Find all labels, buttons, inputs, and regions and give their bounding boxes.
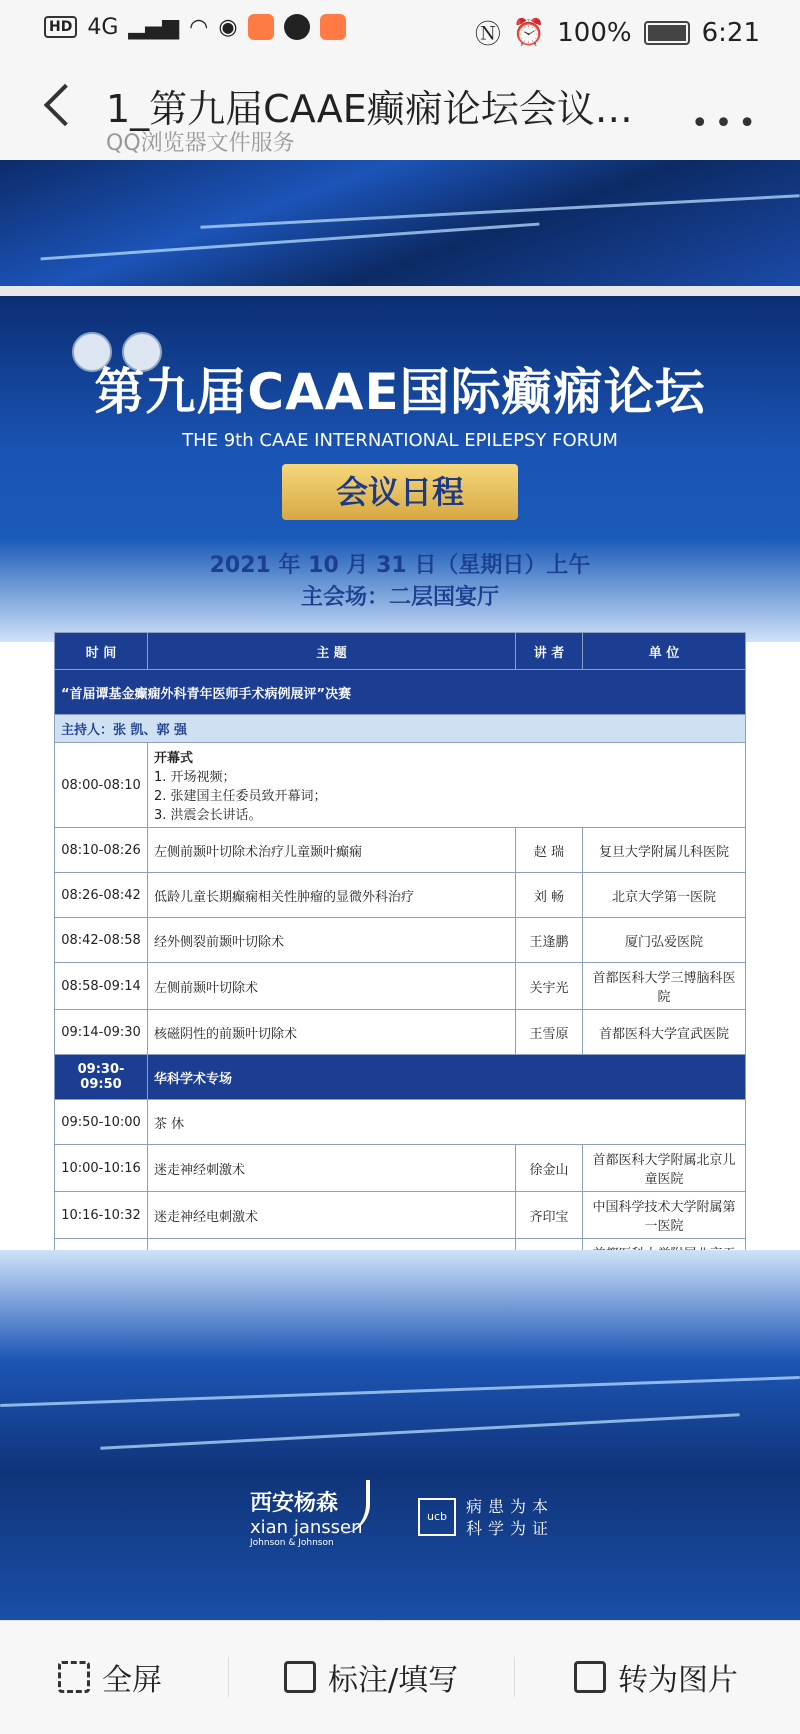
alarm-icon: ⏰ (512, 17, 546, 48)
clock: 6:21 (701, 17, 760, 48)
ucb-logo: ucb (418, 1498, 456, 1536)
table-row (55, 963, 746, 1010)
row-speaker: 关宇光 (516, 963, 583, 1010)
image-icon (574, 1661, 606, 1693)
app-notification-icon-2 (320, 14, 346, 40)
row-time: 09:50-10:00 (55, 1100, 148, 1145)
sponsor-cn: 西安杨森 (250, 1491, 339, 1516)
table-header-row (55, 633, 746, 670)
row-topic: 左侧前颞叶切除术治疗儿童颞叶癫痫 (148, 828, 516, 873)
row-institution: 复旦大学附属儿科医院 (583, 828, 746, 873)
table-row (55, 1145, 746, 1192)
nfc-icon: Ⓝ (474, 20, 501, 50)
table-row (55, 873, 746, 918)
row-topic: 迷走神经电刺激术 (148, 1192, 516, 1239)
status-bar (0, 0, 800, 60)
hd-icon: HD (44, 16, 77, 38)
row-topic: 核磁阴性的前颞叶切除术 (148, 1010, 516, 1055)
row-time: 09:30-09:50 (55, 1055, 148, 1100)
document-view[interactable] (0, 160, 800, 1620)
row-time: 09:14-09:30 (55, 1010, 148, 1055)
document-subtitle: QQ浏览器文件服务 (106, 131, 295, 156)
battery-icon (644, 21, 690, 45)
opening-cell (148, 743, 746, 828)
row-speaker: 王雪原 (516, 1010, 583, 1055)
row-institution: 首都医科大学宣武医院 (583, 1010, 746, 1055)
convert-image-button[interactable] (574, 1655, 738, 1699)
row-topic: 经外侧裂前颞叶切除术 (148, 918, 516, 963)
app-notification-icon (248, 14, 274, 40)
section-row (55, 1055, 746, 1100)
signal-icon: ▂▄▆ (128, 14, 180, 40)
row-topic: 迷走神经刺激术 (148, 1145, 516, 1192)
annotate-label: 标注/填写 (328, 1663, 459, 1698)
row-time: 08:26-08:42 (55, 873, 148, 918)
table-row (55, 828, 746, 873)
header-institution: 单 位 (583, 633, 746, 670)
section-row (55, 670, 746, 715)
row-speaker: 刘 畅 (516, 873, 583, 918)
status-left (44, 14, 346, 40)
section-title: “首届谭基金癫痫外科青年医师手术病例展评”决赛 (55, 670, 746, 715)
title-bar (0, 60, 800, 160)
convert-image-label: 转为图片 (618, 1663, 738, 1698)
row-topic: 左侧前颞叶切除术 (148, 963, 516, 1010)
network-label: 4G (87, 14, 119, 40)
row-institution: 厦门弘爱医院 (583, 918, 746, 963)
eye-icon: ◉ (218, 14, 238, 40)
ucb-slogan (466, 1496, 554, 1540)
opening-item: 2. 张建国主任委员致开幕词； (154, 789, 327, 804)
fullscreen-icon (58, 1661, 90, 1693)
opening-heading: 开幕式 (154, 751, 194, 766)
conference-subtitle: THE 9th CAAE INTERNATIONAL EPILEPSY FORUM (182, 430, 618, 451)
header-speaker: 讲 者 (516, 633, 583, 670)
fullscreen-button[interactable] (58, 1655, 162, 1699)
edit-icon (284, 1661, 316, 1693)
row-speaker: 徐金山 (516, 1145, 583, 1192)
row-topic: 低龄儿童长期癫痫相关性肿瘤的显微外科治疗 (148, 873, 516, 918)
agenda-venue: 主会场：二层国宴厅 (300, 585, 499, 610)
agenda-label: 会议日程 (282, 464, 518, 520)
row-topic: 茶 休 (148, 1100, 746, 1145)
ucb-slogan-line: 病患为本 (466, 1497, 555, 1516)
row-time: 10:16-10:32 (55, 1192, 148, 1239)
row-time: 08:58-09:14 (55, 963, 148, 1010)
fullscreen-label: 全屏 (102, 1663, 162, 1698)
janssen-swoosh-icon (338, 1480, 370, 1534)
table-row (55, 1100, 746, 1145)
sponsor-en: xian janssen (250, 1517, 363, 1538)
host-row (55, 715, 746, 743)
table-row (55, 743, 746, 828)
row-institution: 中国科学技术大学附属第一医院 (583, 1192, 746, 1239)
annotate-button[interactable] (284, 1655, 458, 1699)
table-row (55, 918, 746, 963)
row-institution: 北京大学第一医院 (583, 873, 746, 918)
header-time: 时 间 (55, 633, 148, 670)
row-speaker: 王逢鹏 (516, 918, 583, 963)
opening-item: 1. 开场视频； (154, 770, 236, 785)
row-speaker: 赵 瑞 (516, 828, 583, 873)
wifi-icon: ◠ (189, 14, 209, 40)
sponsor-small: Johnson & Johnson (250, 1538, 334, 1548)
qq-icon (284, 14, 310, 40)
header-topic: 主 题 (148, 633, 516, 670)
row-institution: 首都医科大学三博脑科医院 (583, 963, 746, 1010)
divider (228, 1657, 229, 1697)
divider (514, 1657, 515, 1697)
row-time: 08:10-08:26 (55, 828, 148, 873)
more-options-icon[interactable]: ••• (690, 106, 762, 141)
status-right (475, 14, 760, 51)
table-row (55, 1192, 746, 1239)
back-arrow-icon[interactable] (44, 84, 86, 126)
opening-item: 3. 洪震会长讲话。 (154, 808, 262, 823)
document-title: 1_第九届CAAE癫痫论坛会议… (106, 87, 633, 131)
top-banner-fragment (0, 160, 800, 286)
battery-percent: 100% (557, 17, 632, 48)
row-time: 10:00-10:16 (55, 1145, 148, 1192)
bottom-toolbar (0, 1620, 800, 1734)
sponsor-banner (0, 1250, 800, 1620)
row-time: 08:00-08:10 (55, 743, 148, 828)
section-title: 华科学术专场 (148, 1055, 746, 1100)
conference-title: 第九届CAAE国际癫痫论坛 (94, 363, 706, 421)
row-institution: 首都医科大学附属北京儿童医院 (583, 1145, 746, 1192)
agenda-date: 2021 年 10 月 31 日（星期日）上午 (209, 553, 591, 578)
ucb-slogan-line: 科学为证 (466, 1519, 555, 1538)
row-speaker: 齐印宝 (516, 1192, 583, 1239)
page-separator (0, 286, 800, 296)
host-text: 主持人：张 凯、郭 强 (55, 715, 746, 743)
table-row (55, 1010, 746, 1055)
row-time: 08:42-08:58 (55, 918, 148, 963)
